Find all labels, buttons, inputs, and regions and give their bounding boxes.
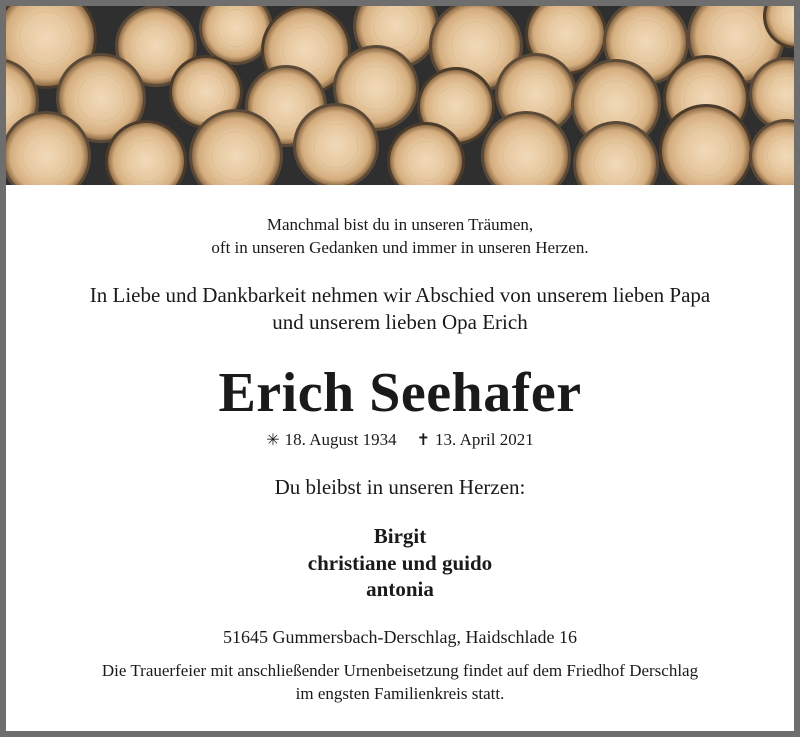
log-end xyxy=(296,106,376,185)
closing-line: Du bleibst in unseren Herzen: xyxy=(274,475,526,499)
firewood-logs-illustration xyxy=(6,6,794,185)
funeral-notice-line-1: Die Trauerfeier mit anschließender Urnenbeisetzung findet auf dem Friedhof Derschlag xyxy=(101,661,699,680)
deceased-name: Erich Seehafer xyxy=(218,362,582,424)
death-cross-icon: ✝ xyxy=(416,432,431,449)
intro-line-2: und unserem lieben Opa Erich xyxy=(272,310,528,334)
birth-date: 18. August 1934 xyxy=(284,430,397,449)
address: 51645 Gummersbach-Derschlag, Haidschlade 16 xyxy=(223,627,577,647)
funeral-notice-line-2: im engsten Familienkreis statt. xyxy=(295,684,505,703)
family-member: christiane und guido xyxy=(307,551,493,575)
life-dates xyxy=(6,429,794,452)
family-member: Birgit xyxy=(373,524,427,548)
birth-star-icon: ✳ xyxy=(266,432,280,449)
firewood-header-image xyxy=(6,6,794,185)
death-date: 13. April 2021 xyxy=(435,430,534,449)
verse-line-2: oft in unseren Gedanken und immer in unseren Herzen. xyxy=(211,238,589,257)
verse-line-1: Manchmal bist du in unseren Träumen, xyxy=(266,215,534,234)
intro-line-1: In Liebe und Dankbarkeit nehmen wir Abschied von unserem lieben Papa xyxy=(89,283,711,307)
family-member: antonia xyxy=(366,577,434,601)
